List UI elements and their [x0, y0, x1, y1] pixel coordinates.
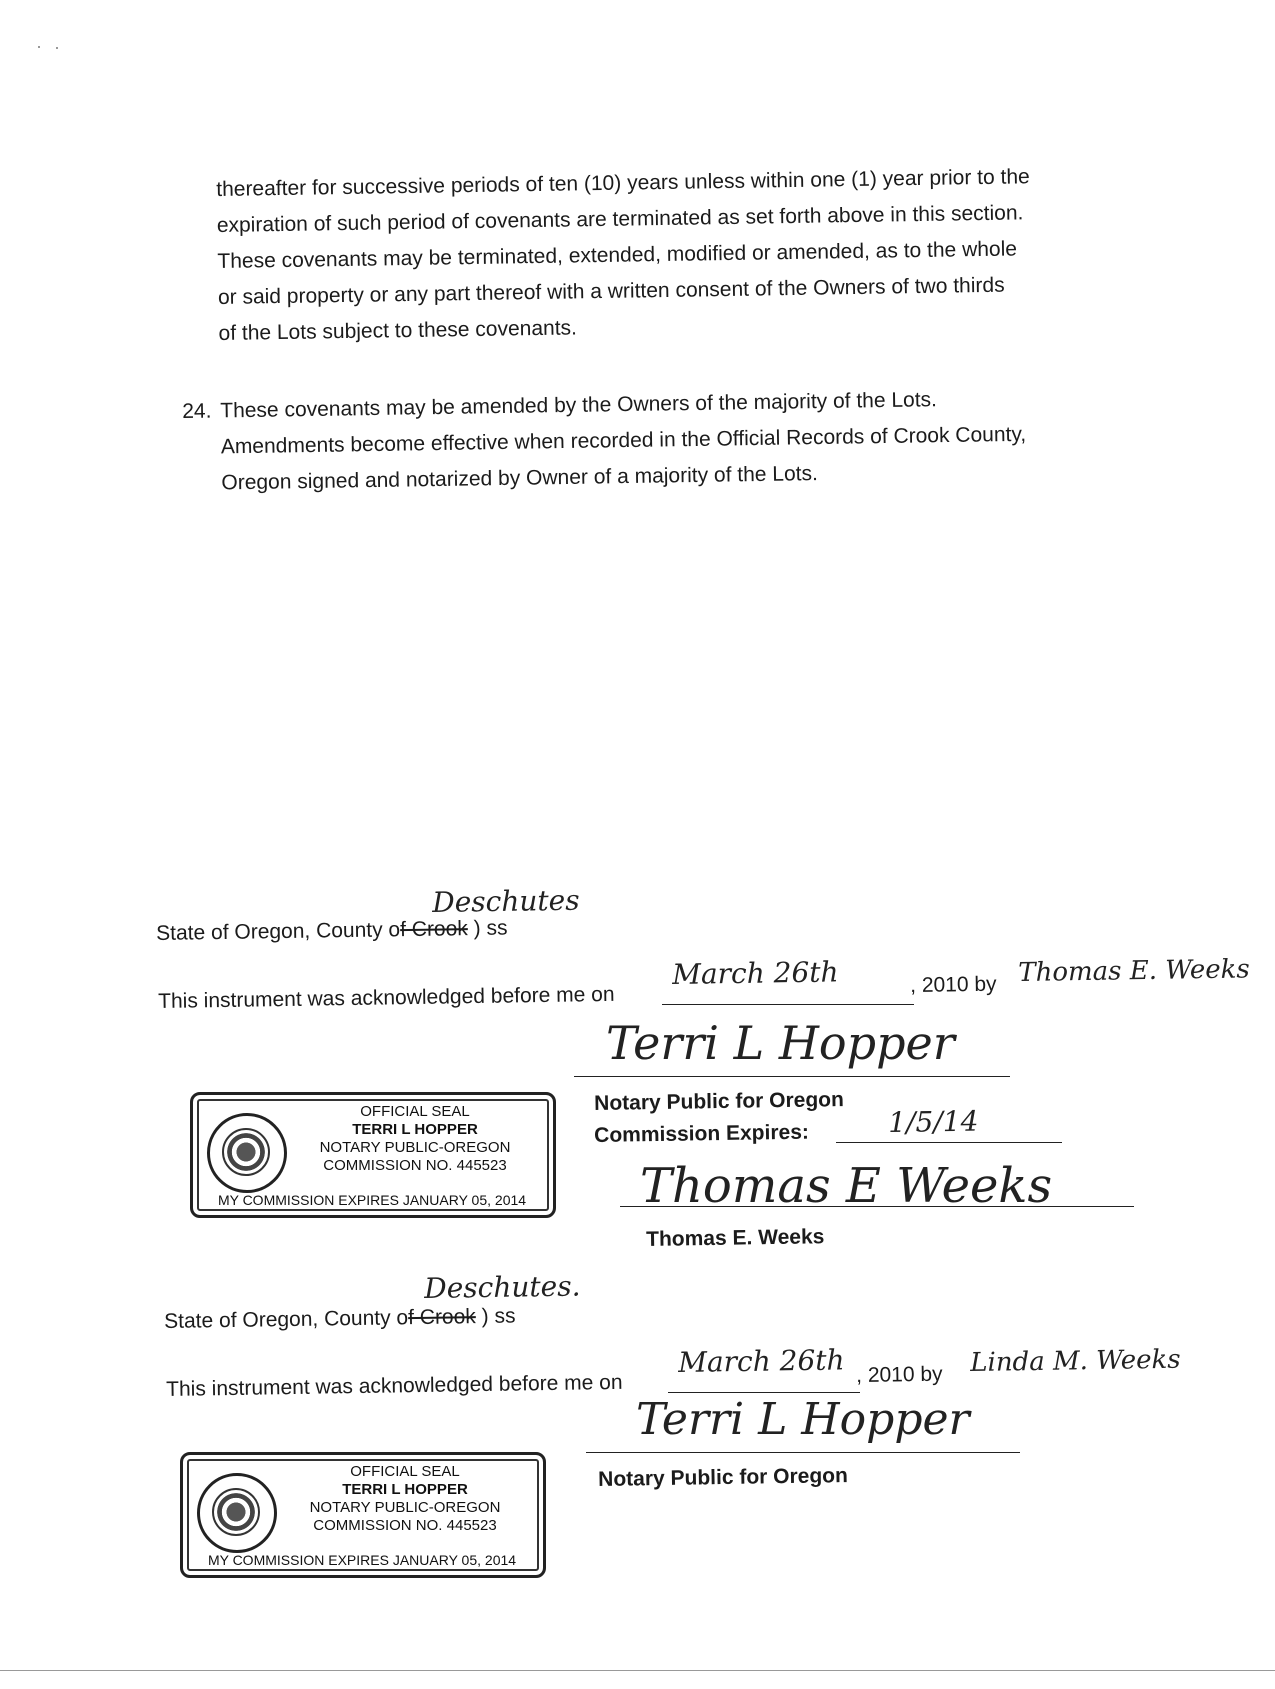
- item-line: These covenants may be amended by the Owners of the majority of the Lots.: [220, 388, 938, 423]
- venue-prefix: State of Oregon, County o: [156, 918, 401, 945]
- notary-signature: Terri L Hopper: [636, 1394, 970, 1445]
- notary-label: Notary Public for Oregon: [598, 1464, 849, 1491]
- state-seal-icon: [197, 1473, 277, 1553]
- ss-label: ) ss: [473, 916, 508, 941]
- commission-label: Commission Expires:: [594, 1120, 810, 1147]
- commission-date: 1/5/14: [888, 1104, 979, 1139]
- acknowledgment-line: [158, 983, 615, 1014]
- acknowledgment-line: [166, 1371, 623, 1402]
- venue-prefix: State of Oregon, County o: [164, 1306, 409, 1333]
- state-seal-icon: [207, 1113, 287, 1193]
- item-24: [182, 381, 1027, 502]
- notary-label: Notary Public for Oregon: [594, 1088, 845, 1115]
- scan-speck: [38, 46, 40, 48]
- seal-text: OFFICIAL SEAL TERRI L HOPPER NOTARY PUBLIC-OREGON COMMISSION NO. 445523 MY COMMISSION EXPIRES JANUARY 05, 2014: [217, 1103, 527, 1208]
- scan-edge: [0, 1670, 1275, 1671]
- ss-label: ) ss: [481, 1304, 516, 1329]
- paragraph-line: These covenants may be terminated, extended, modified or amended, as to the whole: [217, 237, 1018, 273]
- item-line: Oregon signed and notarized by Owner of a majority of the Lots.: [221, 462, 819, 495]
- county-struck: f Crook: [407, 1305, 476, 1330]
- paragraph-line: of the Lots subject to these covenants.: [218, 316, 578, 345]
- venue-line: [156, 916, 508, 946]
- date-underline: [668, 1392, 860, 1393]
- notary-signature-line: [586, 1452, 1020, 1453]
- paragraph-line: or said property or any part thereof with a written consent of the Owners of two thirds: [217, 273, 1005, 309]
- ack-prefix: This instrument was acknowledged before me on: [166, 1370, 623, 1401]
- notary-seal: [180, 1452, 546, 1578]
- county-struck: f Crook: [399, 917, 468, 942]
- item-number: 24.: [182, 399, 212, 423]
- ack-date: March 26th: [678, 1343, 845, 1379]
- county-handwritten: Deschutes: [432, 883, 580, 919]
- signer-signature: Thomas E Weeks: [640, 1158, 1053, 1214]
- signer-name: Thomas E. Weeks: [646, 1225, 825, 1251]
- paragraph-line: expiration of such period of covenants are terminated as set forth above in this section.: [216, 201, 1024, 237]
- ack-year: , 2010 by: [856, 1362, 943, 1387]
- notary-signature: Terri L Hopper: [606, 1016, 955, 1070]
- notary-seal: [190, 1092, 556, 1218]
- scan-speck: [56, 47, 58, 49]
- commission-underline: [836, 1142, 1062, 1143]
- ack-date: March 26th: [672, 955, 839, 991]
- signer-signature-line: [620, 1206, 1134, 1207]
- date-underline: [662, 1004, 914, 1005]
- ack-year: , 2010 by: [910, 972, 997, 997]
- county-handwritten: Deschutes.: [424, 1269, 581, 1305]
- item-line: Amendments become effective when recorded in the Official Records of Crook County,: [220, 422, 1027, 459]
- ack-name: Thomas E. Weeks: [1018, 954, 1250, 988]
- venue-line: [164, 1304, 516, 1334]
- covenant-paragraph: [216, 159, 1032, 352]
- ack-name: Linda M. Weeks: [970, 1344, 1181, 1378]
- notary-signature-line: [574, 1076, 1010, 1077]
- ack-prefix: This instrument was acknowledged before me on: [158, 982, 615, 1013]
- seal-text: OFFICIAL SEAL TERRI L HOPPER NOTARY PUBLIC-OREGON COMMISSION NO. 445523 MY COMMISSION EXPIRES JANUARY 05, 2014: [207, 1463, 517, 1568]
- paragraph-line: thereafter for successive periods of ten (10) years unless within one (1) year prior to the: [216, 165, 1030, 201]
